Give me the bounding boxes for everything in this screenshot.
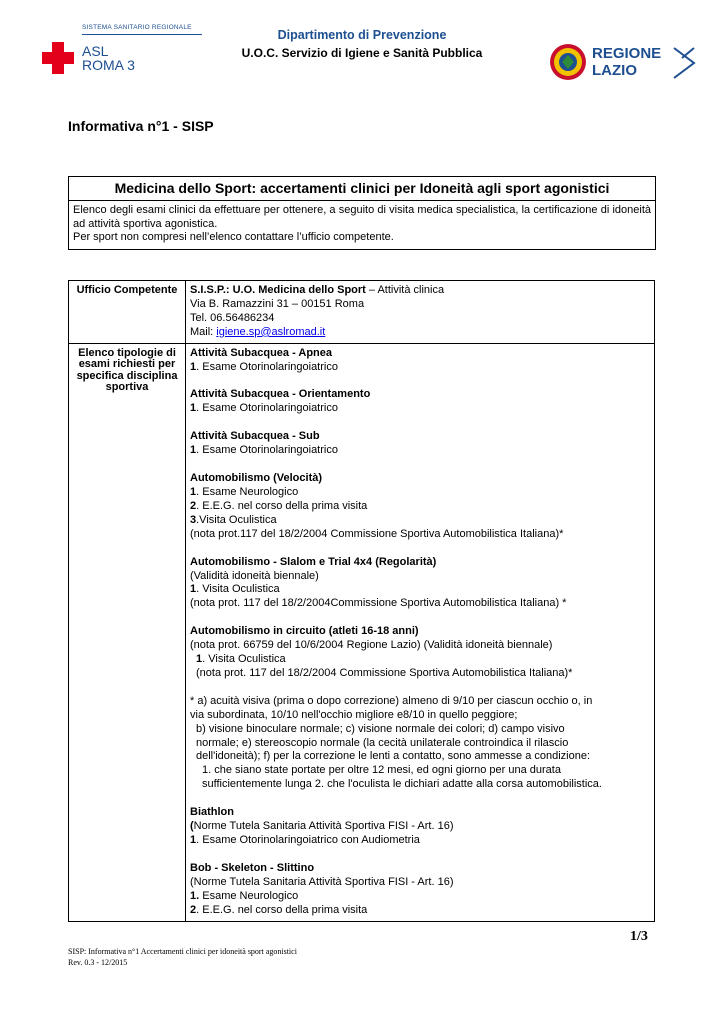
exam-item: 1. Esame Otorinolaringoiatrico [190, 360, 338, 373]
vision-note: 1. che siano state portate per oltre 12 mesi, ed ogni giorno per una durata [202, 764, 561, 777]
section-title: Bob - Skeleton - Slittino [190, 861, 315, 874]
regione-lazio-logo [548, 42, 698, 86]
section-title: Biathlon [190, 806, 234, 819]
section-title: Automobilismo - Slalom e Trial 4x4 (Regolarità) [190, 555, 437, 568]
exam-note: (Validità idoneità biennale) [190, 569, 319, 582]
section-title: Attività Subacquea - Apnea [190, 346, 333, 359]
office-mail-label: Mail: [190, 325, 217, 338]
footer-line1: SISP: Informativa n°1 Accertamenti clinici per idoneità sport agonistici [68, 947, 297, 956]
footer [68, 946, 297, 968]
exam-item: 2. E.E.G. nel corso della prima visita [190, 903, 368, 916]
office-name-rest: – Attività clinica [365, 284, 445, 296]
exam-note: (nota prot. 117 del 18/2/2004 Commissione Sportiva Automobilistica Italiana)* [196, 666, 573, 679]
exam-item: 1. Esame Otorinolaringoiatrico con Audiometria [190, 834, 420, 846]
footer-line2: Rev. 0.3 - 12/2015 [68, 958, 128, 967]
exam-note: (Norme Tutela Sanitaria Attività Sportiva FISI - Art. 16) [190, 820, 454, 833]
exam-item: 1. Esame Neurologico [190, 485, 299, 498]
exam-item: 2. E.E.G. nel corso della prima visita [190, 499, 368, 512]
intro-line1: Elenco degli esami clinici da effettuare per ottenere, a seguito di visita medica specialistica, la certificazione di idoneità ad attività sportiva agonistica. [73, 204, 651, 230]
region-line2: LAZIO [592, 62, 637, 79]
office-row [69, 281, 655, 344]
region-line1: REGIONE [592, 45, 662, 62]
vision-note: normale; e) stereoscopio normale (la cecità unilaterale controindica il rilascio [196, 736, 569, 749]
vision-note: * a) acuità visiva (prima o dopo correzione) almeno di 9/10 per ciascun occhio o, in [190, 694, 593, 707]
lazio-chevron-decoration [672, 46, 696, 80]
vision-note: dell'idoneità); f) per la correzione le lenti a contatto, sono ammesse a condizione: [196, 750, 591, 763]
exam-note: (nota prot.117 del 18/2/2004 Commissione Sportiva Automobilistica Italiana)* [190, 527, 564, 540]
vision-note: via subordinata, 10/10 nell'occhio migliore e8/10 in quello peggiore; [190, 708, 518, 721]
asl-system-label: SISTEMA SANITARIO REGIONALE [82, 24, 192, 31]
exam-table [68, 280, 655, 922]
section-title: Attività Subacquea - Orientamento [190, 388, 371, 401]
exam-note: (nota prot. 66759 del 10/6/2004 Regione Lazio) (Validità idoneità biennale) [190, 639, 553, 652]
intro-line2: Per sport non compresi nell’elenco contattare l’ufficio competente. [73, 231, 394, 243]
regione-lazio-emblem-icon [548, 42, 588, 82]
asl-name-line2: ROMA 3 [82, 57, 135, 73]
section-title: Automobilismo in circuito (atleti 16-18 anni) [190, 625, 419, 638]
exam-item: 1. Esame Otorinolaringoiatrico [190, 444, 338, 457]
exams-label: Elenco tipologie di esami richiesti per specifica disciplina sportiva [69, 343, 186, 921]
exam-item: 1. Visita Oculistica [196, 653, 286, 666]
exam-note: (nota prot. 117 del 18/2/2004Commissione Sportiva Automobilistica Italiana) * [190, 597, 567, 610]
section-title: Automobilismo (Velocità) [190, 472, 323, 485]
intro-heading: Medicina dello Sport: accertamenti clinici per Idoneità agli sport agonistici [69, 177, 655, 201]
office-label: Ufficio Competente [69, 281, 186, 344]
exam-item: 1. Esame Neurologico [190, 889, 299, 902]
regione-lazio-text [592, 45, 661, 79]
office-address: Via B. Ramazzini 31 – 00151 Roma [190, 297, 365, 310]
page-number: 1/3 [630, 929, 648, 944]
office-details [186, 281, 655, 344]
asl-name-line1: ASL [82, 43, 109, 59]
exam-item: 1. Visita Oculistica [190, 583, 280, 596]
office-mail-link[interactable]: igiene.sp@aslromad.it [216, 325, 326, 338]
department-title: Dipartimento di Prevenzione [277, 28, 447, 42]
office-name: S.I.S.P.: U.O. Medicina dello Sport [190, 284, 366, 296]
section-title: Attività Subacquea - Sub [190, 430, 320, 443]
exam-item: 1. Esame Otorinolaringoiatrico [190, 402, 338, 415]
vision-note: sufficientemente lunga 2. che l'oculista le dichiari adatte alla corsa automobilistica. [202, 778, 602, 791]
intro-body [69, 201, 655, 249]
exams-list [186, 343, 655, 921]
exams-row [69, 343, 655, 921]
document-title: Informativa n°1 - SISP [68, 118, 214, 134]
unit-title: U.O.C. Servizio di Igiene e Sanità Pubblica [241, 46, 483, 60]
exam-item: 3.Visita Oculistica [190, 513, 277, 526]
vision-note: b) visione binoculare normale; c) visione normale dei colori; d) campo visivo [196, 722, 565, 735]
exam-note: (Norme Tutela Sanitaria Attività Sportiva FISI - Art. 16) [190, 875, 454, 888]
intro-box [68, 176, 656, 250]
office-tel: Tel. 06.56486234 [190, 311, 275, 324]
